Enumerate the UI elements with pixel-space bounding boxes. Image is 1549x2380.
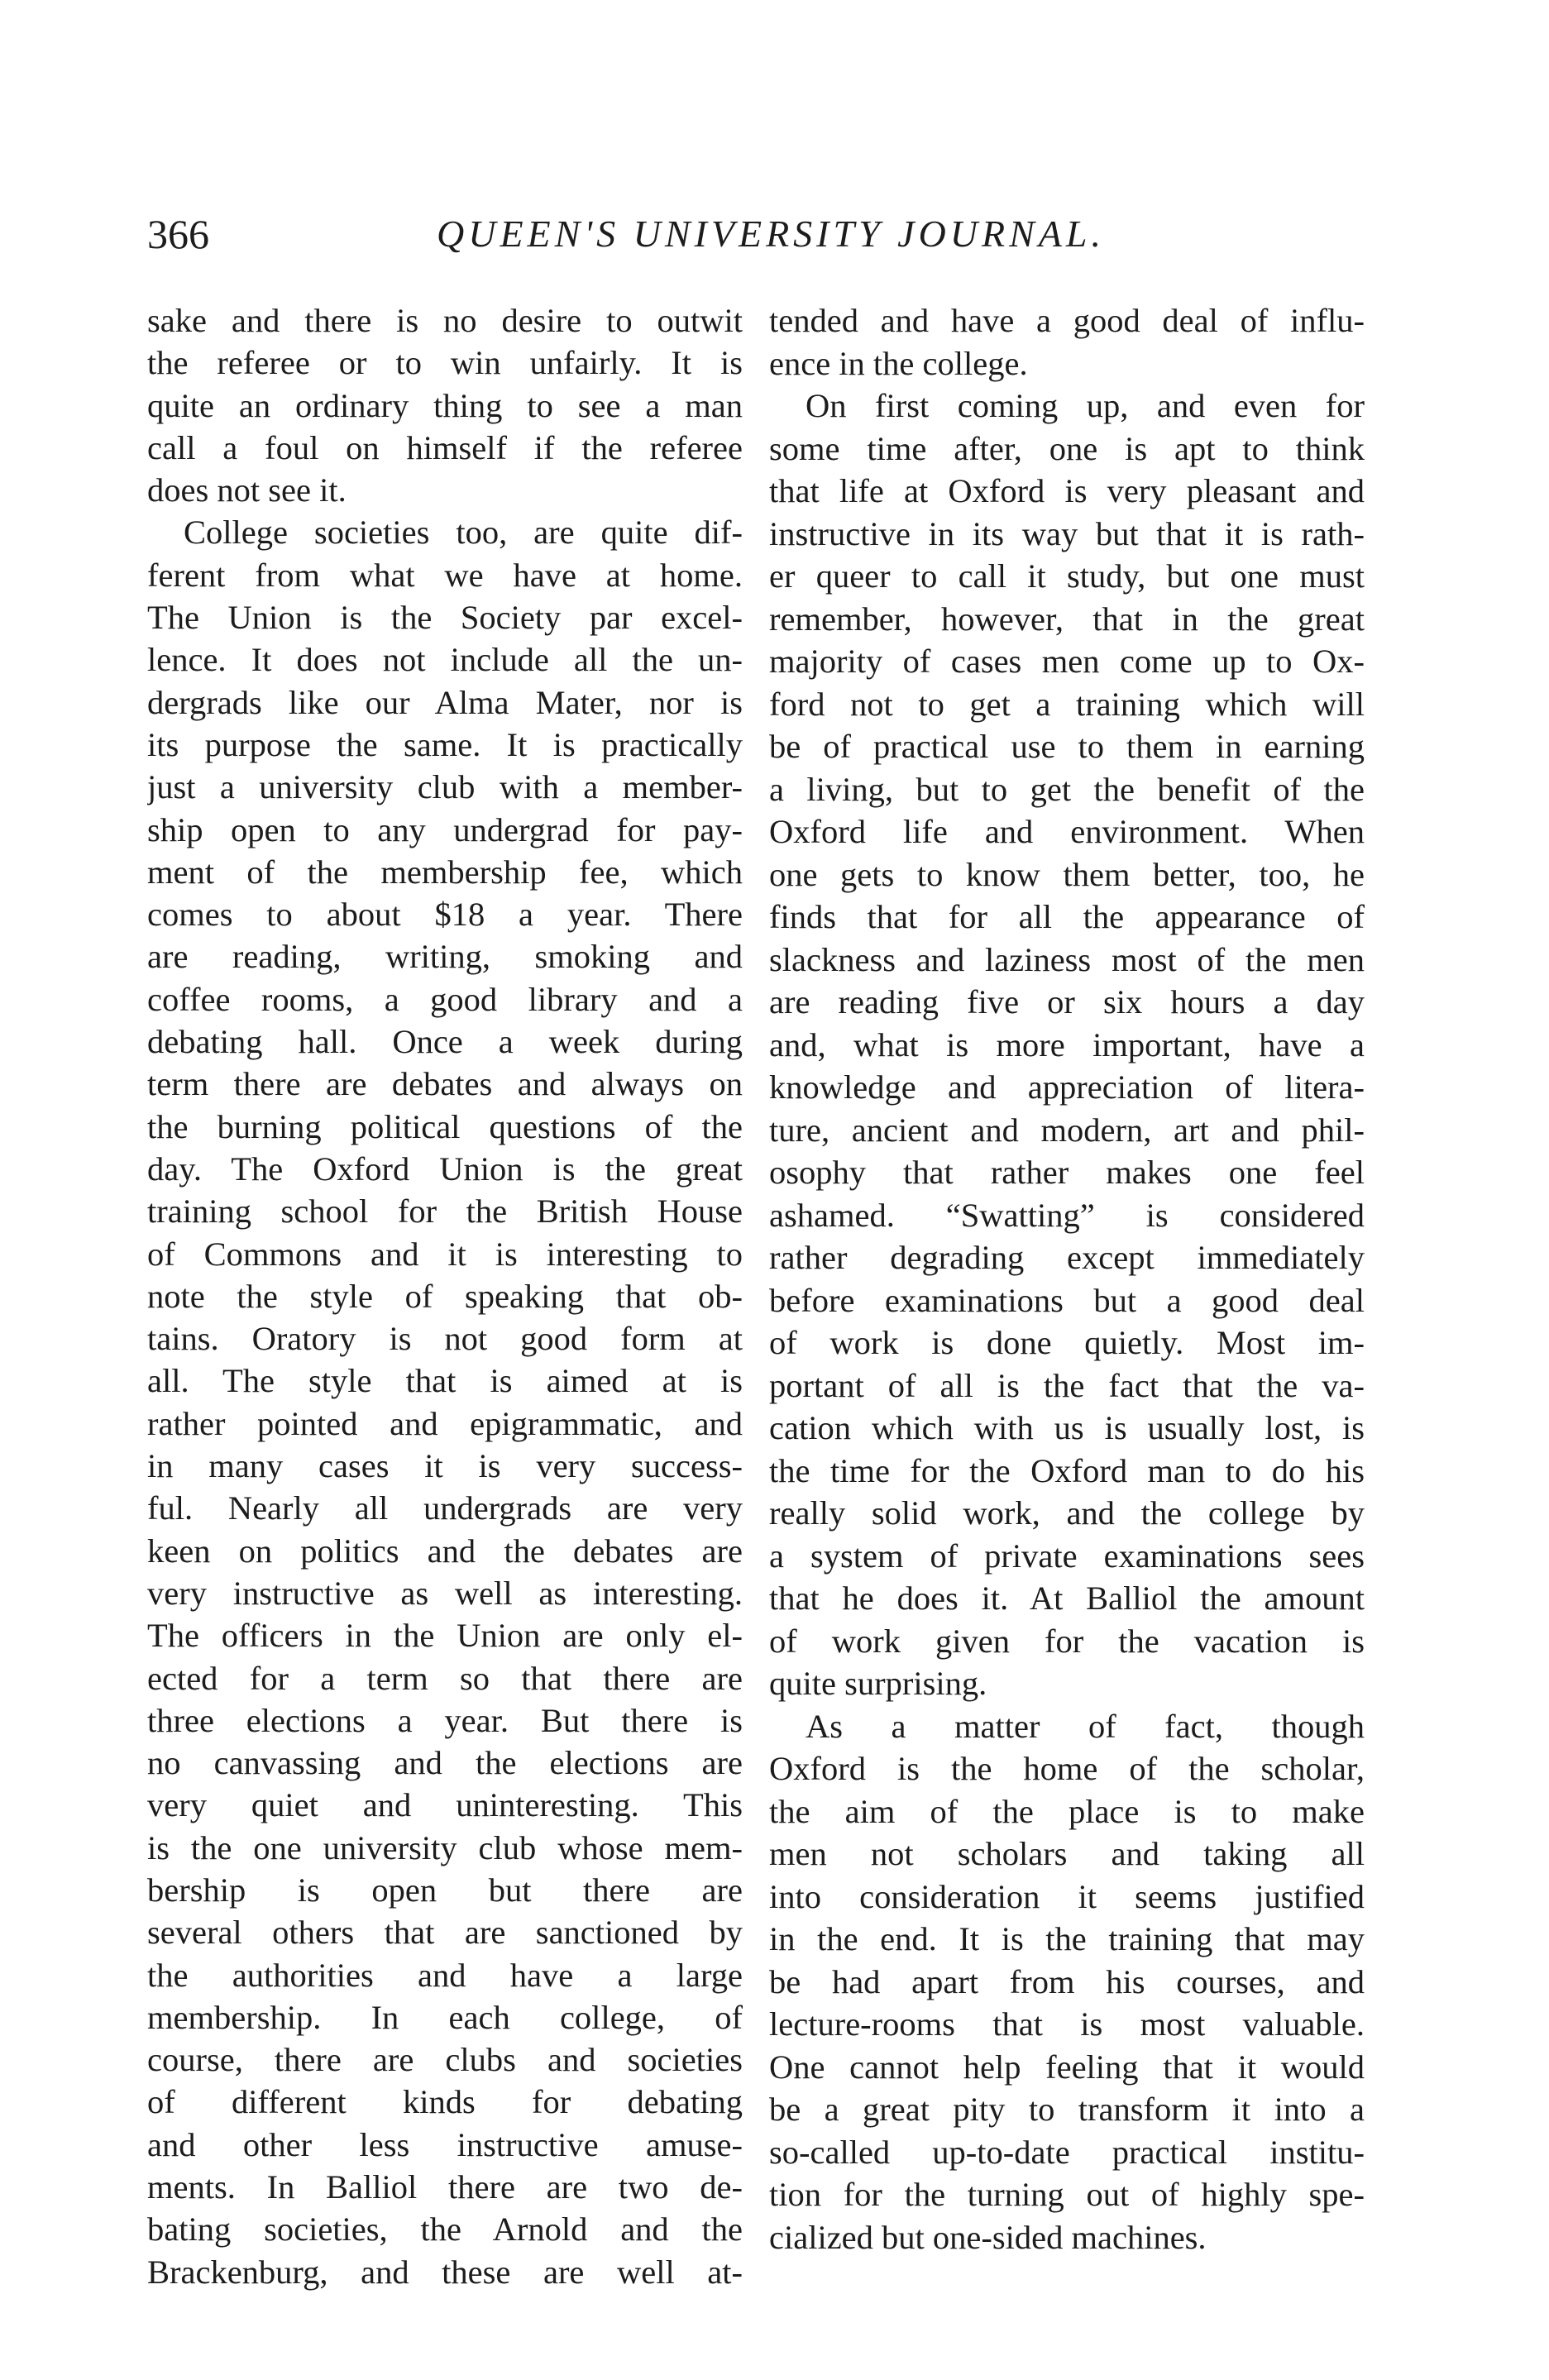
text-line: does not see it. — [147, 471, 347, 509]
text-line: dergrads like our Alma Mater, nor is — [147, 683, 743, 721]
text-line: be of practical use to them in earning — [769, 728, 1365, 765]
text-line: so-called up-to-date practical institu- — [769, 2133, 1365, 2171]
text-line: before examinations but a good deal — [769, 1281, 1365, 1319]
text-line: a system of private examinations sees — [769, 1536, 1365, 1575]
text-line: term there are debates and always on — [147, 1065, 743, 1103]
text-line: bership is open but there are — [147, 1871, 743, 1909]
text-line: bating societies, the Arnold and the — [147, 2210, 743, 2249]
text-line: of different kinds for debating — [147, 2083, 743, 2121]
text-line: course, there are clubs and societies — [147, 2041, 743, 2079]
text-line: of work given for the vacation is — [769, 1622, 1365, 1660]
text-line: three elections a year. But there is — [147, 1701, 743, 1739]
text-line: and, what is more important, have a — [769, 1025, 1365, 1063]
text-line: sake and there is no desire to outwit — [147, 302, 743, 339]
text-line: of Commons and it is interesting to — [147, 1235, 743, 1273]
text-line: just a university club with a member- — [147, 768, 743, 806]
text-line: ected for a term so that there are — [147, 1659, 743, 1697]
text-line: ence in the college. — [769, 344, 1028, 382]
text-line: and other less instructive amuse- — [147, 2125, 743, 2163]
text-line: tains. Oratory is not good form at — [147, 1320, 743, 1358]
text-line: one gets to know them better, too, he — [769, 855, 1365, 893]
text-line: be a great pity to transform it into a — [769, 2091, 1365, 2128]
text-line: Brackenburg, and these are well at- — [147, 2253, 743, 2291]
text-line: lence. It does not include all the un- — [147, 641, 743, 679]
text-line: the aim of the place is to make — [769, 1792, 1365, 1830]
text-line: that he does it. At Balliol the amount — [769, 1579, 1365, 1617]
text-line: the authorities and have a large — [147, 1956, 743, 1994]
text-line: membership. In each college, of — [147, 1998, 743, 2036]
text-line: be had apart from his courses, and — [769, 1962, 1365, 2000]
text-line: several others that are sanctioned by — [147, 1914, 743, 1952]
text-line: knowledge and appreciation of litera- — [769, 1068, 1365, 1106]
text-line: rather degrading except immediately — [769, 1239, 1365, 1276]
text-line: One cannot help feeling that it would — [769, 2048, 1365, 2086]
text-line: the time for the Oxford man to do his — [769, 1451, 1365, 1489]
text-line: cialized but one-sided machines. — [769, 2218, 1207, 2256]
text-line: men not scholars and taking all — [769, 1835, 1365, 1872]
text-line: the burning political questions of the — [147, 1107, 743, 1145]
text-line: On first coming up, and even for — [806, 387, 1365, 424]
text-line: is the one university club whose mem- — [147, 1828, 743, 1866]
text-line: are reading, writing, smoking and — [147, 938, 743, 976]
text-line: quite surprising. — [769, 1665, 987, 1702]
text-line: the referee or to win unfairly. It is — [147, 344, 743, 382]
text-line: ferent from what we have at home. — [147, 556, 743, 594]
text-line: ship open to any undergrad for pay- — [147, 810, 743, 848]
text-line: training school for the British House — [147, 1192, 743, 1231]
text-line: ments. In Balliol there are two de- — [147, 2168, 743, 2206]
text-line: portant of all is the fact that the va- — [769, 1366, 1365, 1404]
text-line: ashamed. “Swatting” is considered — [769, 1196, 1365, 1234]
text-line: instructive in its way but that it is rath- — [769, 514, 1365, 552]
text-line: of work is done quietly. Most im- — [769, 1324, 1365, 1361]
text-line: debating hall. Once a week during — [147, 1023, 743, 1061]
text-line: quite an ordinary thing to see a man — [147, 386, 743, 424]
text-line: osophy that rather makes one feel — [769, 1154, 1365, 1191]
text-line: ford not to get a training which will — [769, 685, 1365, 723]
text-line: are reading five or six hours a day — [769, 983, 1365, 1020]
text-line: in many cases it is very success- — [147, 1447, 743, 1485]
text-line: into consideration it seems justified — [769, 1877, 1365, 1915]
text-line: some time after, one is apt to think — [769, 429, 1365, 467]
text-line: note the style of speaking that ob- — [147, 1277, 743, 1315]
text-line: coffee rooms, a good library and a — [147, 980, 743, 1018]
text-line: its purpose the same. It is practically — [147, 725, 743, 763]
text-line: As a matter of fact, though — [806, 1707, 1365, 1745]
text-line: er queer to call it study, but one must — [769, 557, 1365, 595]
text-line: ful. Nearly all undergrads are very — [147, 1489, 743, 1527]
text-line: majority of cases men come up to Ox- — [769, 643, 1365, 680]
text-line: Oxford life and environment. When — [769, 813, 1365, 850]
text-line: all. The style that is aimed at is — [147, 1362, 743, 1400]
text-line: slackness and laziness most of the men — [769, 940, 1365, 978]
text-line: very instructive as well as interesting. — [147, 1574, 743, 1612]
text-line: comes to about $18 a year. There — [147, 896, 743, 934]
text-line: The officers in the Union are only el- — [147, 1617, 743, 1655]
text-line: that life at Oxford is very pleasant and — [769, 472, 1365, 509]
text-line: keen on politics and the debates are — [147, 1532, 743, 1570]
text-line: tion for the turning out of highly spe- — [769, 2176, 1365, 2213]
text-line: tended and have a good deal of influ- — [769, 302, 1365, 339]
text-line: call a foul on himself if the referee — [147, 428, 743, 466]
text-line: no canvassing and the elections are — [147, 1744, 743, 1782]
left-column — [147, 299, 743, 2293]
text-line: The Union is the Society par excel- — [147, 599, 743, 637]
text-line: rather pointed and epigrammatic, and — [147, 1404, 743, 1442]
text-line: College societies too, are quite dif- — [184, 514, 743, 552]
text-line: very quiet and uninteresting. This — [147, 1786, 743, 1824]
right-column — [769, 299, 1365, 2258]
text-line: finds that for all the appearance of — [769, 898, 1365, 935]
running-title: QUEEN'S UNIVERSITY JOURNAL. — [437, 213, 1105, 255]
text-line: in the end. It is the training that may — [769, 1920, 1365, 1957]
text-line: cation which with us is usually lost, is — [769, 1409, 1365, 1446]
text-line: Oxford is the home of the scholar, — [769, 1750, 1365, 1787]
text-line: ment of the membership fee, which — [147, 853, 743, 891]
text-line: ture, ancient and modern, art and phil- — [769, 1111, 1365, 1149]
page-number: 366 — [147, 211, 209, 257]
text-line: remember, however, that in the great — [769, 600, 1365, 638]
text-line: day. The Oxford Union is the great — [147, 1149, 743, 1188]
page-header — [147, 205, 1379, 263]
text-line: really solid work, and the college by — [769, 1494, 1365, 1532]
text-line: a living, but to get the benefit of the — [769, 770, 1365, 808]
text-line: lecture-rooms that is most valuable. — [769, 2005, 1365, 2043]
